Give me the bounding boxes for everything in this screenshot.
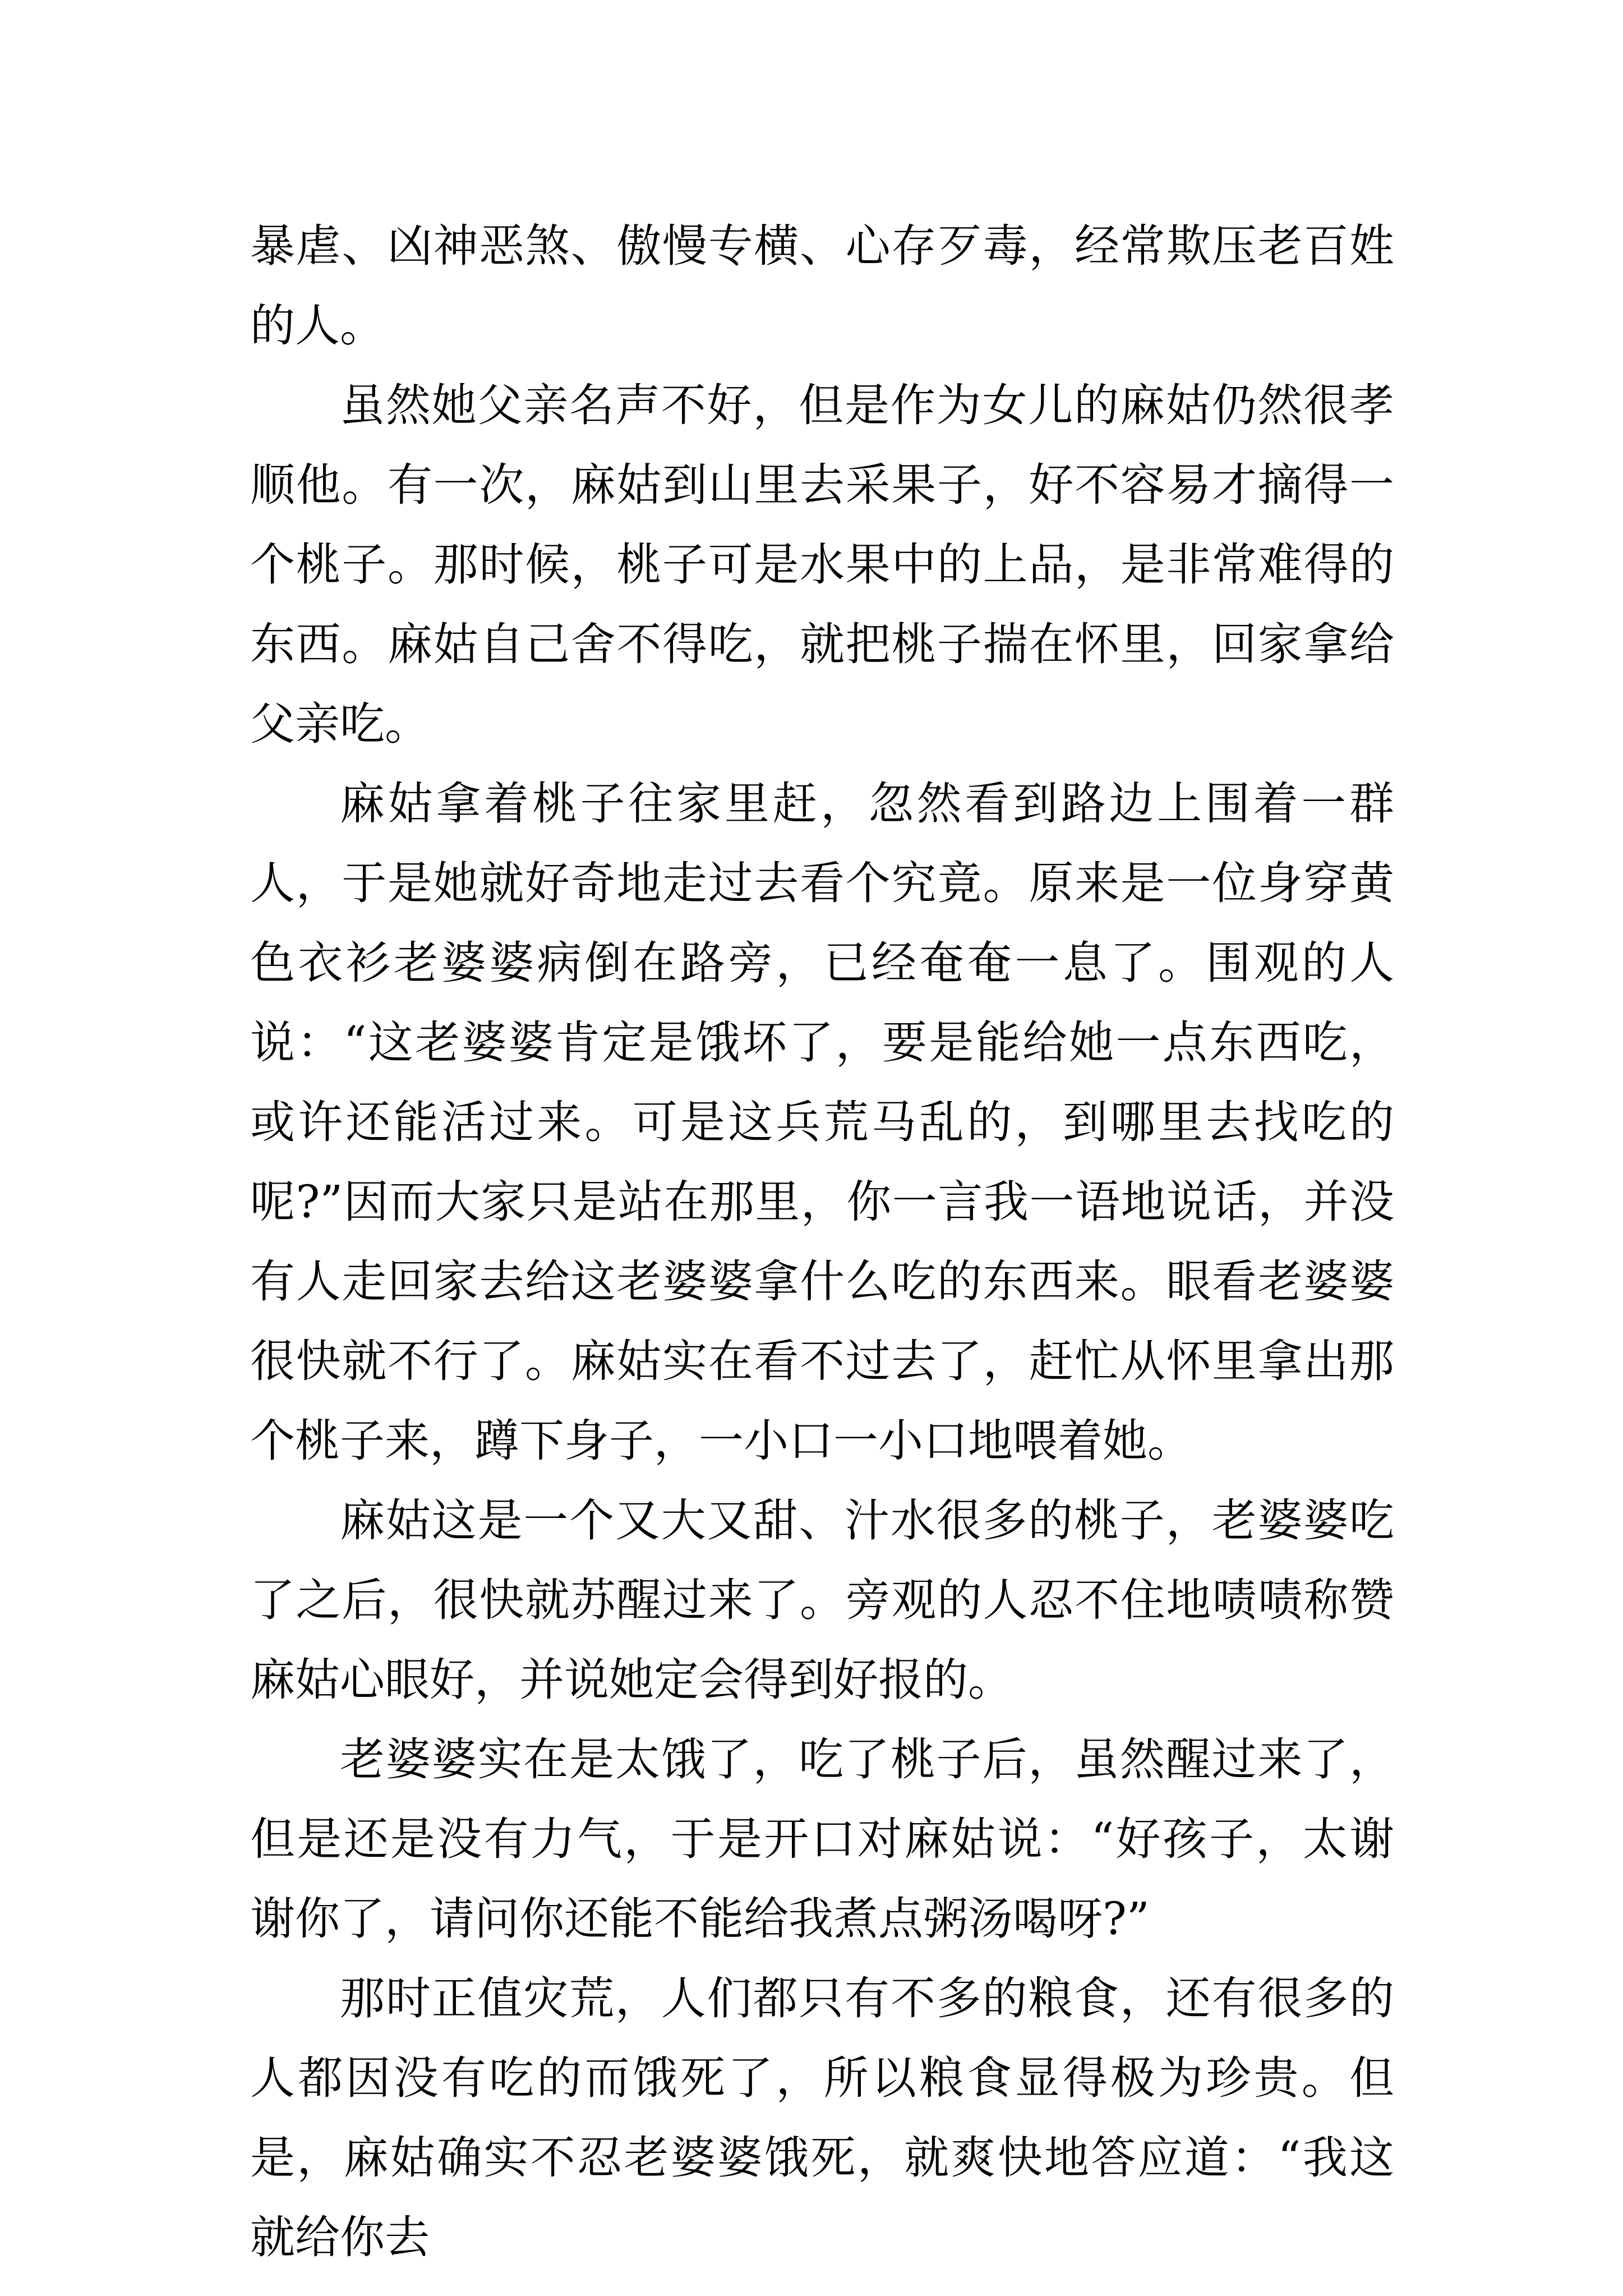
paragraph-6: 那时正值灾荒，人们都只有不多的粮食，还有很多的人都因没有吃的而饿死了，所以粮食显得极为珍贵。但是，麻姑确实不忍老婆婆饿死，就爽快地答应道：“我这就给你去	[250, 1972, 1394, 2263]
paragraph-3: 麻姑拿着桃子往家里赶，忽然看到路边上围着一群人，于是她就好奇地走过去看个究竟。原来是一位身穿黄色衣衫老婆婆病倒在路旁，已经奄奄一息了。围观的人说：“这老婆婆肯定是饿坏了，要是能给她一点东西吃，或许还能活过来。可是这兵荒马乱的，到哪里去找吃的呢?”因而大家只是站在那里，你一言我一语地说话，并没有人走回家去给这老婆婆拿什么吃的东西来。眼看老婆婆很快就不行了。麻姑实在看不过去了，赶忙从怀里拿出那个桃子来，蹲下身子，一小口一小口地喂着她。	[250, 777, 1394, 1467]
document-body	[250, 206, 1394, 2277]
paragraph-5: 老婆婆实在是太饿了，吃了桃子后，虽然醒过来了，但是还是没有力气，于是开口对麻姑说：“好孩子，太谢谢你了，请问你还能不能给我煮点粥汤喝呀?”	[250, 1733, 1394, 1945]
paragraph-1: 暴虐、凶神恶煞、傲慢专横、心存歹毒，经常欺压老百姓的人。	[250, 220, 1394, 352]
paragraph-2: 虽然她父亲名声不好，但是作为女儿的麻姑仍然很孝顺他。有一次，麻姑到山里去采果子，好不容易才摘得一个桃子。那时候，桃子可是水果中的上品，是非常难得的东西。麻姑自己舍不得吃，就把桃子揣在怀里，回家拿给父亲吃。	[250, 379, 1394, 750]
paragraph-4: 麻姑这是一个又大又甜、汁水很多的桃子，老婆婆吃了之后，很快就苏醒过来了。旁观的人忍不住地啧啧称赞麻姑心眼好，并说她定会得到好报的。	[250, 1494, 1394, 1706]
